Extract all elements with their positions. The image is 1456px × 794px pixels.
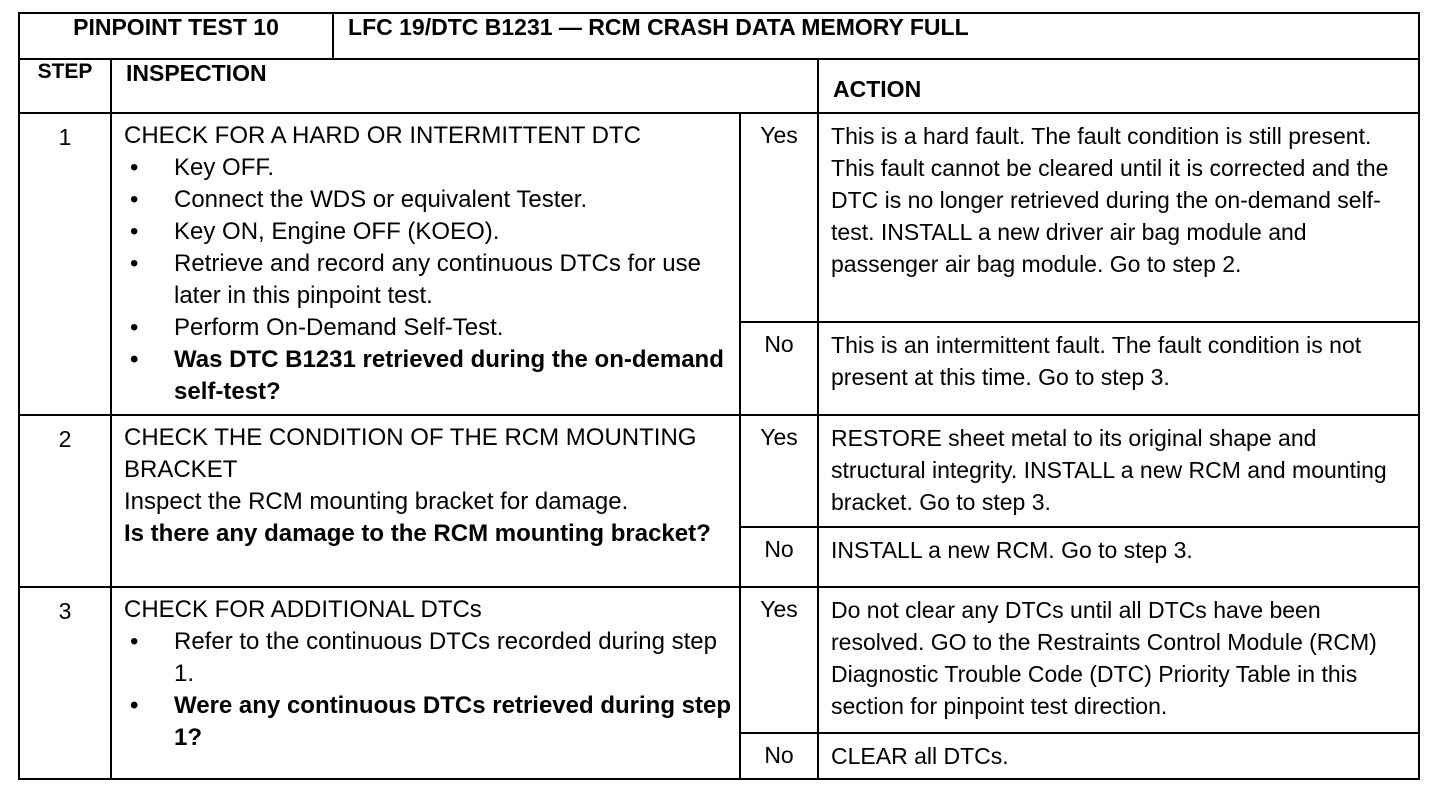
column-header-row — [19, 59, 1419, 113]
test-number: PINPOINT TEST 10 — [19, 13, 333, 59]
bullet-item: • Refer to the continuous DTCs recorded during step 1. — [124, 626, 731, 690]
step-3-inspection — [111, 587, 740, 779]
step-1-bullets — [124, 152, 731, 408]
bullet-item: • Key ON, Engine OFF (KOEO). — [124, 216, 731, 248]
no-action: This is an intermittent fault. The fault condition is not present at this time. Go to step 3. — [818, 322, 1419, 415]
step-column-header: STEP — [19, 59, 111, 113]
pinpoint-test-table — [18, 12, 1420, 780]
step-heading: CHECK FOR A HARD OR INTERMITTENT DTC — [124, 122, 641, 149]
step-number: 3 — [19, 587, 111, 779]
yes-action: This is a hard fault. The fault condition is still present. This fault cannot be cleared until it is corrected and the DTC is no longer retrieved during the on-demand self-test. INSTALL a new driver air bag module and passenger air bag module. Go to step 2. — [818, 113, 1419, 322]
action-column-header: ACTION — [818, 59, 1419, 113]
step-3-bullets — [124, 626, 731, 754]
no-label: No — [740, 733, 818, 779]
no-label: No — [740, 322, 818, 415]
test-title: LFC 19/DTC B1231 — RCM CRASH DATA MEMORY FULL — [333, 13, 1419, 59]
no-label: No — [740, 527, 818, 587]
bullet-item: • Key OFF. — [124, 152, 731, 184]
step-question: • Were any continuous DTCs retrieved during step 1? — [124, 690, 731, 754]
step-heading: CHECK FOR ADDITIONAL DTCs — [124, 596, 482, 623]
yes-label: Yes — [740, 415, 818, 527]
bullet-item: • Connect the WDS or equivalent Tester. — [124, 184, 731, 216]
step-question: • Was DTC B1231 retrieved during the on-demand self-test? — [124, 344, 731, 408]
bullet-item: • Retrieve and record any continuous DTCs for use later in this pinpoint test. — [124, 248, 731, 312]
step-number: 1 — [19, 113, 111, 415]
step-question: Is there any damage to the RCM mounting bracket? — [124, 520, 711, 547]
yes-action: Do not clear any DTCs until all DTCs have been resolved. GO to the Restraints Control Module (RCM) Diagnostic Trouble Code (DTC) Priority Table in this section for pinpoint test direction. — [818, 587, 1419, 733]
step-1-inspection — [111, 113, 740, 415]
no-action: INSTALL a new RCM. Go to step 3. — [818, 527, 1419, 587]
step-3-yes-row — [19, 587, 1419, 733]
title-row — [19, 13, 1419, 59]
step-2-inspection — [111, 415, 740, 587]
step-number: 2 — [19, 415, 111, 587]
yes-label: Yes — [740, 113, 818, 322]
yes-action: RESTORE sheet metal to its original shape and structural integrity. INSTALL a new RCM and mounting bracket. Go to step 3. — [818, 415, 1419, 527]
pinpoint-test-sheet — [18, 12, 1418, 780]
step-heading: CHECK THE CONDITION OF THE RCM MOUNTING BRACKET — [124, 424, 697, 483]
step-1-yes-row — [19, 113, 1419, 322]
inspection-column-header: INSPECTION — [111, 59, 818, 113]
step-2-yes-row — [19, 415, 1419, 527]
bullet-item: • Perform On-Demand Self-Test. — [124, 312, 731, 344]
no-action: CLEAR all DTCs. — [818, 733, 1419, 779]
yes-label: Yes — [740, 587, 818, 733]
step-text: Inspect the RCM mounting bracket for damage. — [124, 488, 629, 515]
